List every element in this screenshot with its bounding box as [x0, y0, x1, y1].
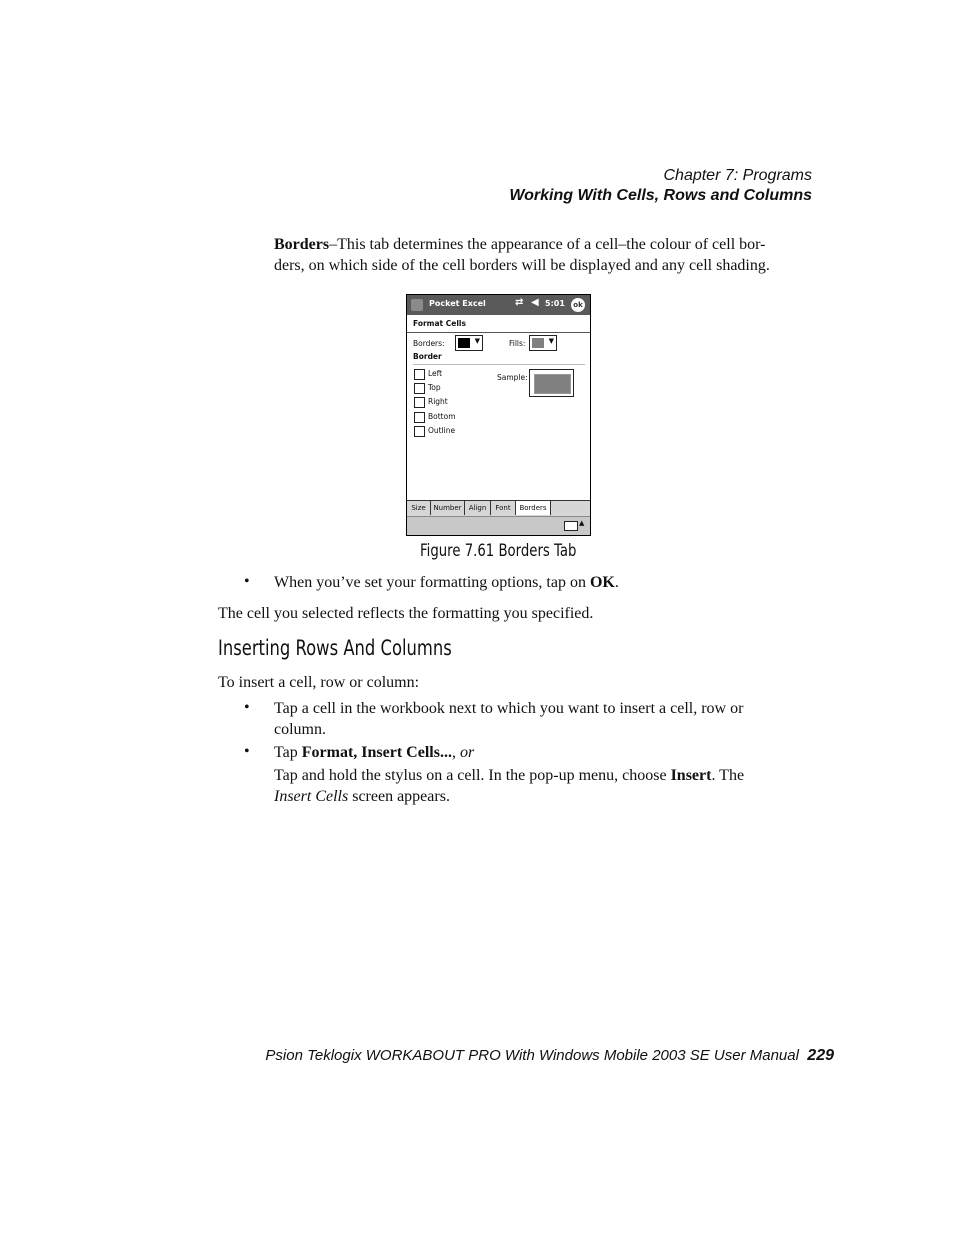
- dropdown-arrow-icon: ▼: [474, 337, 480, 345]
- insert-cells-term: Insert Cells: [274, 788, 349, 805]
- clock: 5:01: [545, 299, 565, 308]
- bullet-ok-period: .: [614, 574, 619, 591]
- format-insert-cells-term: Format, Insert Cells...: [301, 744, 452, 761]
- pocket-excel-screenshot: [406, 294, 591, 536]
- borders-term: Borders: [274, 236, 330, 253]
- tab-size[interactable]: Size: [407, 501, 431, 515]
- insert-term: Insert: [670, 767, 712, 784]
- or-word: or: [459, 744, 475, 761]
- connectivity-icon: ⇄: [515, 297, 524, 308]
- page-footer: [265, 1047, 834, 1065]
- sample-cell: [534, 374, 571, 394]
- app-title: Pocket Excel: [429, 299, 486, 308]
- footer-text: Psion Teklogix WORKABOUT PRO With Windows Mobile 2003 SE User Manual: [265, 1047, 799, 1064]
- borders-label: Borders:: [413, 339, 445, 348]
- tab-align[interactable]: Align: [465, 501, 491, 515]
- checkbox-top[interactable]: [414, 383, 425, 394]
- bullet-ok: [274, 572, 619, 593]
- section-header: Working With Cells, Rows and Columns: [509, 187, 812, 204]
- dropdown-arrow-icon: ▼: [548, 337, 554, 345]
- keyboard-icon[interactable]: [564, 521, 578, 531]
- insert-bullet-1-line2: column.: [274, 721, 326, 738]
- input-arrow-icon[interactable]: ▲: [579, 519, 585, 527]
- title-bar: [407, 295, 590, 315]
- chapter-header: Chapter 7: Programs: [663, 167, 812, 184]
- speaker-icon: ◀︎: [531, 297, 539, 308]
- border-color-swatch: [458, 338, 470, 348]
- checkbox-left-label: Left: [428, 369, 443, 378]
- border-divider: [413, 364, 585, 365]
- tab-font[interactable]: Font: [491, 501, 516, 515]
- fills-label: Fills:: [509, 339, 526, 348]
- insert-bullet-2-pre: Tap: [274, 744, 302, 761]
- checkbox-bottom-label: Bottom: [428, 412, 456, 421]
- checkbox-right-label: Right: [428, 397, 448, 406]
- sample-preview: [529, 369, 574, 397]
- checkbox-right[interactable]: [414, 397, 425, 408]
- insert-alt-paragraph: [274, 765, 794, 807]
- border-color-select[interactable]: [455, 335, 483, 351]
- intro-line2: ders, on which side of the cell borders will be displayed and any cell shading.: [274, 257, 770, 274]
- insert-intro: To insert a cell, row or column:: [218, 674, 420, 691]
- insert-alt-post: . The: [711, 767, 745, 784]
- sample-label: Sample:: [497, 373, 528, 382]
- insert-bullet-2-comma: ,: [451, 744, 460, 761]
- fill-color-swatch: [532, 338, 544, 348]
- title-divider: [407, 332, 590, 333]
- checkbox-bottom[interactable]: [414, 412, 425, 423]
- intro-paragraph: [274, 234, 794, 276]
- bullet-marker: •: [244, 573, 250, 590]
- tab-number[interactable]: Number: [431, 501, 465, 515]
- checkbox-top-label: Top: [428, 383, 441, 392]
- command-bar: [407, 516, 590, 536]
- section-heading: Inserting Rows And Columns: [218, 636, 452, 660]
- insert-bullet-2: [274, 742, 474, 763]
- checkbox-outline-label: Outline: [428, 426, 456, 435]
- tab-strip: [407, 500, 590, 516]
- insert-alt-post2: screen appears.: [348, 788, 450, 805]
- border-heading: Border: [413, 352, 442, 361]
- insert-bullet-1: [274, 698, 794, 740]
- result-paragraph: The cell you selected reflects the formatting you specified.: [218, 605, 594, 622]
- bullet-marker: •: [244, 743, 250, 760]
- fill-color-select[interactable]: [529, 335, 557, 351]
- tab-borders[interactable]: Borders: [516, 501, 551, 515]
- windows-flag-icon: [411, 299, 423, 311]
- intro-line1: –This tab determines the appearance of a cell–the colour of cell bor-: [329, 236, 766, 253]
- ok-button[interactable]: ok: [571, 298, 585, 312]
- checkbox-outline[interactable]: [414, 426, 425, 437]
- figure-caption: Figure 7.61 Borders Tab: [420, 541, 577, 561]
- insert-alt-pre: Tap and hold the stylus on a cell. In the pop-up menu, choose: [274, 767, 671, 784]
- ok-term: OK: [589, 574, 615, 591]
- page-number: 229: [807, 1047, 834, 1064]
- dialog-title: Format Cells: [413, 319, 466, 328]
- bullet-marker: •: [244, 699, 250, 716]
- insert-bullet-1-line1: Tap a cell in the workbook next to which you want to insert a cell, row or: [274, 700, 744, 717]
- checkbox-left[interactable]: [414, 369, 425, 380]
- bullet-ok-text: When you’ve set your formatting options, tap on: [274, 574, 590, 591]
